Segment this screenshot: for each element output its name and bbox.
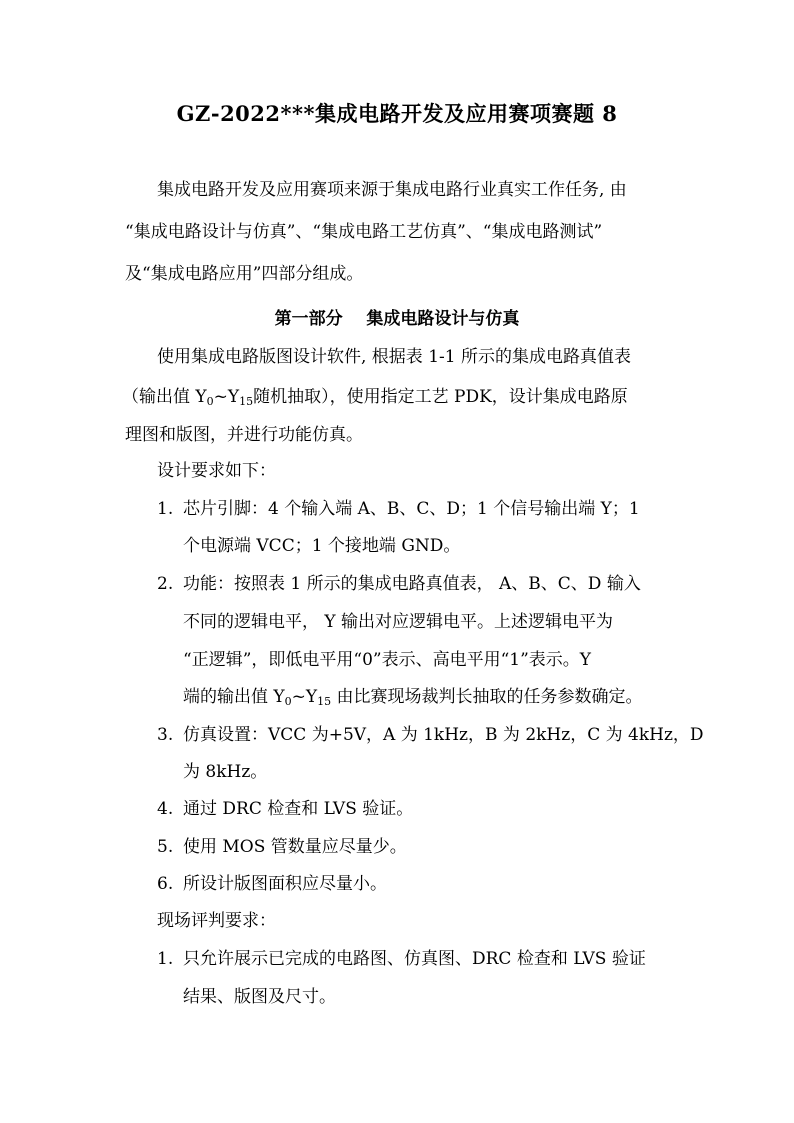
list-number: 1. xyxy=(157,949,174,969)
text-segment: 由比赛现场裁判长抽取的任务参数确定。 xyxy=(331,687,643,707)
subscript: 0 xyxy=(206,395,214,408)
design-item-4-line-1: 通过 DRC 检查和 LVS 验证。 xyxy=(183,799,414,819)
part1-intro-line-3: 理图和版图，并进行功能仿真。 xyxy=(125,425,363,445)
design-item-6-line-1: 所设计版图面积应尽量小。 xyxy=(183,874,387,894)
text-segment: ~Y xyxy=(291,687,318,707)
intro-line-2: “集成电路设计与仿真”、“集成电路工艺仿真”、“集成电路测试” xyxy=(125,222,603,242)
design-item-1-line-1: 芯片引脚：4 个输入端 A、B、C、D；1 个信号输出端 Y；1 xyxy=(183,499,640,519)
text-segment: 端的输出值 Y xyxy=(183,687,285,707)
design-item-2-line-4 xyxy=(183,687,643,707)
document-title: GZ-2022***集成电路开发及应用赛项赛题 8 xyxy=(176,101,618,126)
list-number: 5. xyxy=(157,837,174,857)
intro-line-3: 及“集成电路应用”四部分组成。 xyxy=(125,264,364,284)
design-item-2-line-1: 功能：按照表 1 所示的集成电路真值表， A、B、C、D 输入 xyxy=(183,574,641,594)
subscript: 15 xyxy=(239,395,254,408)
part1-intro-line-2 xyxy=(122,387,628,407)
list-number: 3. xyxy=(157,725,174,745)
subscript: 0 xyxy=(284,695,292,708)
design-item-5-line-1: 使用 MOS 管数量应尽量少。 xyxy=(183,837,407,857)
design-item-2-line-3: “正逻辑”，即低电平用“0”表示、高电平用“1”表示。Y xyxy=(183,650,591,670)
list-number: 2. xyxy=(157,574,174,594)
text-segment: ~Y xyxy=(213,387,240,407)
subscript: 15 xyxy=(317,695,332,708)
judge-item-1-line-1: 只允许展示已完成的电路图、仿真图、DRC 检查和 LVS 验证 xyxy=(183,949,646,969)
judge-item-1-line-2: 结果、版图及尺寸。 xyxy=(183,987,336,1007)
part1-intro-line-1: 使用集成电路版图设计软件, 根据表 1-1 所示的集成电路真值表 xyxy=(157,347,631,367)
intro-line-1: 集成电路开发及应用赛项来源于集成电路行业真实工作任务, 由 xyxy=(157,180,627,200)
list-number: 6. xyxy=(157,874,174,894)
design-requirements-label: 设计要求如下： xyxy=(157,461,276,481)
part1-heading: 第一部分 集成电路设计与仿真 xyxy=(274,309,520,329)
text-segment: （输出值 Y xyxy=(122,387,207,407)
design-item-3-line-2: 为 8kHz。 xyxy=(183,762,268,782)
text-segment: 随机抽取），使用指定工艺 PDK，设计集成电路原 xyxy=(253,387,628,407)
design-item-2-line-2: 不同的逻辑电平， Y 输出对应逻辑电平。上述逻辑电平为 xyxy=(183,612,614,632)
design-item-1-line-2: 个电源端 VCC；1 个接地端 GND。 xyxy=(183,536,461,556)
design-item-3-line-1: 仿真设置：VCC 为+5V，A 为 1kHz，B 为 2kHz，C 为 4kHz，D xyxy=(183,725,704,745)
list-number: 4. xyxy=(157,799,174,819)
list-number: 1. xyxy=(157,499,174,519)
judge-requirements-label: 现场评判要求： xyxy=(157,911,276,931)
